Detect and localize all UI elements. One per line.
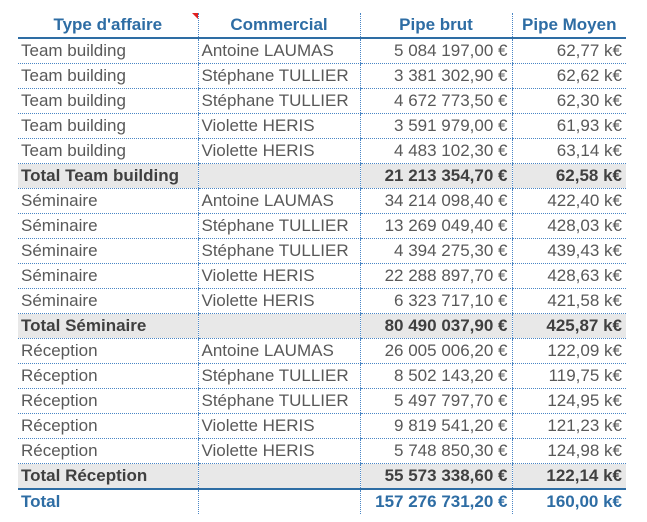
cell-pipe-moyen[interactable]: 122,14 k€ xyxy=(512,464,626,490)
cell-type[interactable]: Total xyxy=(21,492,61,511)
cell-type[interactable]: Séminaire xyxy=(18,189,198,214)
cell-pipe-moyen[interactable]: 63,14 k€ xyxy=(512,139,626,164)
cell-pipe-moyen[interactable]: 122,09 k€ xyxy=(512,339,626,364)
cell-commercial[interactable]: Violette HERIS xyxy=(198,414,360,439)
cell-pipe-brut[interactable]: 55 573 338,60 € xyxy=(360,464,512,490)
table-row xyxy=(18,38,626,64)
subtotal-row xyxy=(18,464,626,490)
cell-type[interactable]: Séminaire xyxy=(18,239,198,264)
cell-pipe-brut[interactable]: 34 214 098,40 € xyxy=(360,189,512,214)
cell-commercial[interactable]: Violette HERIS xyxy=(198,114,360,139)
table-row xyxy=(18,189,626,214)
cell-commercial[interactable]: Violette HERIS xyxy=(198,264,360,289)
cell-pipe-brut[interactable]: 21 213 354,70 € xyxy=(360,164,512,189)
cell-pipe-brut[interactable]: 3 381 302,90 € xyxy=(360,64,512,89)
header-pipe-brut[interactable]: Pipe brut xyxy=(360,13,512,38)
subtotal-row xyxy=(18,164,626,189)
cell-pipe-moyen[interactable]: 439,43 k€ xyxy=(512,239,626,264)
cell-type[interactable]: Team building xyxy=(18,89,198,114)
cell-pipe-brut[interactable]: 3 591 979,00 € xyxy=(360,114,512,139)
pivot-table xyxy=(18,13,626,514)
cell-pipe-brut[interactable]: 8 502 143,20 € xyxy=(360,364,512,389)
comment-indicator-icon[interactable] xyxy=(192,13,198,19)
cell-pipe-moyen[interactable]: 124,98 k€ xyxy=(512,439,626,464)
cell-pipe-brut[interactable]: 4 672 773,50 € xyxy=(360,89,512,114)
cell-type[interactable]: Team building xyxy=(18,38,198,64)
cell-pipe-brut[interactable]: 157 276 731,20 € xyxy=(360,489,512,514)
table-row xyxy=(18,139,626,164)
cell-pipe-moyen[interactable]: 119,75 k€ xyxy=(512,364,626,389)
cell-pipe-moyen[interactable]: 428,03 k€ xyxy=(512,214,626,239)
cell-type[interactable]: Team building xyxy=(18,114,198,139)
cell-type[interactable]: Total Séminaire xyxy=(18,314,198,339)
cell-commercial[interactable]: Stéphane TULLIER xyxy=(198,64,360,89)
cell-pipe-moyen[interactable]: 62,62 k€ xyxy=(512,64,626,89)
cell-type[interactable]: Réception xyxy=(18,339,198,364)
cell-type[interactable]: Séminaire xyxy=(18,264,198,289)
header-type-affaire[interactable] xyxy=(18,13,198,38)
cell-commercial[interactable]: Violette HERIS xyxy=(198,439,360,464)
cell-commercial[interactable]: Antoine LAUMAS xyxy=(198,38,360,64)
table-body xyxy=(18,38,626,514)
table-row xyxy=(18,114,626,139)
cell-commercial[interactable]: Antoine LAUMAS xyxy=(198,339,360,364)
cell-pipe-brut[interactable]: 5 084 197,00 € xyxy=(360,38,512,64)
cell-type[interactable]: Team building xyxy=(18,64,198,89)
cell-commercial[interactable]: Stéphane TULLIER xyxy=(198,89,360,114)
cell-commercial[interactable] xyxy=(198,464,360,490)
grand-total-row xyxy=(18,489,626,514)
cell-commercial[interactable]: Stéphane TULLIER xyxy=(198,239,360,264)
cell-type[interactable]: Team building xyxy=(18,139,198,164)
table-row xyxy=(18,264,626,289)
cell-pipe-moyen[interactable]: 62,77 k€ xyxy=(512,38,626,64)
cell-commercial[interactable] xyxy=(198,489,360,514)
cell-pipe-brut[interactable]: 26 005 006,20 € xyxy=(360,339,512,364)
cell-commercial[interactable]: Violette HERIS xyxy=(198,139,360,164)
cell-type[interactable]: Séminaire xyxy=(18,214,198,239)
cell-pipe-moyen[interactable]: 421,58 k€ xyxy=(512,289,626,314)
table-row xyxy=(18,364,626,389)
table-row xyxy=(18,64,626,89)
cell-pipe-moyen[interactable]: 422,40 k€ xyxy=(512,189,626,214)
table-row xyxy=(18,439,626,464)
header-pipe-moyen[interactable]: Pipe Moyen xyxy=(512,13,626,38)
cell-pipe-moyen[interactable]: 61,93 k€ xyxy=(512,114,626,139)
table-row xyxy=(18,289,626,314)
cell-pipe-brut[interactable]: 5 497 797,70 € xyxy=(360,389,512,414)
cell-type[interactable]: Réception xyxy=(18,364,198,389)
cell-commercial[interactable]: Stéphane TULLIER xyxy=(198,389,360,414)
cell-pipe-brut[interactable]: 5 748 850,30 € xyxy=(360,439,512,464)
cell-type[interactable]: Séminaire xyxy=(18,289,198,314)
cell-commercial[interactable] xyxy=(198,164,360,189)
cell-commercial[interactable]: Antoine LAUMAS xyxy=(198,189,360,214)
table-row xyxy=(18,389,626,414)
table-row xyxy=(18,89,626,114)
cell-pipe-moyen[interactable]: 428,63 k€ xyxy=(512,264,626,289)
cell-pipe-brut[interactable]: 6 323 717,10 € xyxy=(360,289,512,314)
cell-commercial[interactable]: Violette HERIS xyxy=(198,289,360,314)
cell-pipe-brut[interactable]: 80 490 037,90 € xyxy=(360,314,512,339)
cell-pipe-moyen[interactable]: 160,00 k€ xyxy=(512,489,626,514)
cell-pipe-moyen[interactable]: 62,30 k€ xyxy=(512,89,626,114)
header-commercial[interactable]: Commercial xyxy=(198,13,360,38)
table-row xyxy=(18,414,626,439)
table-row xyxy=(18,214,626,239)
cell-pipe-brut[interactable]: 22 288 897,70 € xyxy=(360,264,512,289)
cell-commercial[interactable]: Stéphane TULLIER xyxy=(198,364,360,389)
cell-type[interactable]: Réception xyxy=(18,439,198,464)
cell-pipe-brut[interactable]: 13 269 049,40 € xyxy=(360,214,512,239)
spreadsheet-table-region xyxy=(18,13,626,514)
cell-pipe-brut[interactable]: 9 819 541,20 € xyxy=(360,414,512,439)
cell-commercial[interactable]: Stéphane TULLIER xyxy=(198,214,360,239)
cell-type[interactable]: Réception xyxy=(18,389,198,414)
table-row xyxy=(18,239,626,264)
cell-pipe-moyen[interactable]: 124,95 k€ xyxy=(512,389,626,414)
cell-type[interactable]: Total Team building xyxy=(18,164,198,189)
subtotal-row xyxy=(18,314,626,339)
cell-pipe-brut[interactable]: 4 483 102,30 € xyxy=(360,139,512,164)
header-row xyxy=(18,13,626,38)
cell-pipe-moyen[interactable]: 425,87 k€ xyxy=(512,314,626,339)
cell-pipe-moyen[interactable]: 121,23 k€ xyxy=(512,414,626,439)
table-row xyxy=(18,339,626,364)
cell-pipe-moyen[interactable]: 62,58 k€ xyxy=(512,164,626,189)
cell-commercial[interactable] xyxy=(198,314,360,339)
header-type-affaire-label: Type d'affaire xyxy=(53,15,163,34)
cell-pipe-brut[interactable]: 4 394 275,30 € xyxy=(360,239,512,264)
cell-type[interactable]: Total Réception xyxy=(18,464,198,490)
cell-type[interactable]: Réception xyxy=(18,414,198,439)
